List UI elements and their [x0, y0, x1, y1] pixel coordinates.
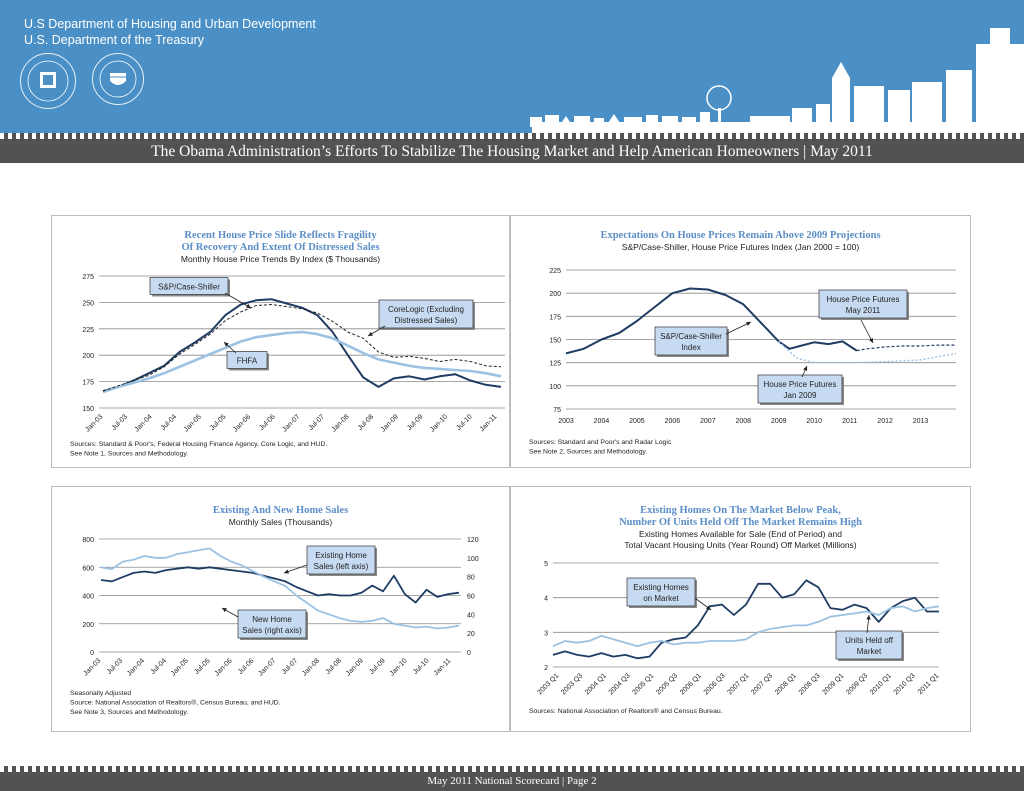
series-line-dark [101, 567, 459, 602]
footer-dash-pattern [0, 766, 1024, 772]
chart-home-sales [52, 487, 509, 731]
x-tick-label: Jul-09 [406, 413, 425, 432]
x-tick-label: Jan-10 [388, 657, 409, 678]
chart-title: Recent House Price Slide Reflects Fragility [184, 230, 377, 241]
y-axis-tick-label: 275 [82, 274, 94, 281]
y-axis-tick-label: 125 [549, 360, 561, 368]
x-tick-label: 2010 Q3 [892, 672, 917, 697]
x-tick-label: 2009 Q3 [845, 672, 870, 697]
x-tick-label: 2010 [806, 418, 822, 425]
agency-hud: U.S Department of Housing and Urban Development [24, 17, 316, 31]
y-axis-left-tick-label: 400 [82, 593, 94, 601]
x-tick-label: Jul-06 [258, 413, 277, 432]
callout-new-sales-label: New Home [252, 615, 292, 624]
x-tick-label: Jan-08 [301, 657, 322, 678]
page-title: The Obama Administration’s Efforts To Stabilize The Housing Market and Help American Homeowners | May 2011 [151, 143, 873, 160]
x-tick-label: Jan-11 [432, 657, 453, 678]
x-tick-label: 2008 Q3 [797, 672, 822, 697]
series-line-light [103, 332, 501, 392]
chart-panel-house-price-trends [51, 215, 510, 468]
y-axis-tick-label: 150 [82, 406, 94, 413]
chart-panel-price-expectations [510, 215, 971, 468]
x-tick-label: 2010 Q1 [868, 672, 893, 697]
y-axis-tick-label: 175 [82, 379, 94, 387]
chart-title: Existing And New Home Sales [212, 505, 349, 516]
callout-units-held-off-arrowhead [866, 615, 870, 620]
y-axis-tick-label: 200 [549, 291, 561, 299]
y-axis-right-tick-label: 100 [467, 555, 479, 563]
callout-existing-homes-label: on Market [643, 594, 679, 603]
y-axis-tick-label: 225 [82, 326, 94, 334]
x-tick-label: Jul-10 [455, 413, 474, 432]
callout-new-sales-label: Sales (right axis) [242, 626, 302, 635]
y-axis-tick-label: 175 [549, 314, 561, 322]
x-tick-label: Jan-07 [257, 657, 278, 678]
x-tick-label: Jan-11 [478, 413, 499, 434]
y-axis-tick-label: 150 [549, 337, 561, 345]
x-tick-label: 2006 [664, 418, 681, 425]
callout-corelogic-label: Distressed Sales) [394, 316, 458, 325]
x-tick-label: Jan-03 [82, 657, 103, 678]
x-tick-label: Jan-04 [126, 657, 147, 678]
x-tick-label: Jul-05 [209, 413, 228, 432]
x-tick-label: 2011 Q1 [916, 672, 941, 697]
x-tick-label: 2011 [842, 418, 858, 425]
y-axis-tick-label: 2 [544, 665, 548, 672]
callout-corelogic-label: CoreLogic (Excluding [387, 305, 465, 314]
callout-units-held-off-label: Market [856, 647, 882, 656]
x-tick-label: 2004 Q1 [583, 672, 608, 697]
callout-existing-homes-label: Existing Homes [633, 583, 689, 592]
callout-futures-2009-label: House Price Futures [763, 380, 837, 389]
x-tick-label: 2003 [558, 418, 574, 425]
callout-futures-2011-label: May 2011 [845, 306, 881, 315]
y-axis-tick-label: 75 [553, 407, 561, 414]
title-bar-dash-pattern [0, 133, 1024, 139]
x-tick-label: Jul-04 [149, 657, 169, 676]
y-axis-tick-label: 100 [549, 383, 561, 391]
x-tick-label: Jan-09 [379, 413, 400, 434]
y-axis-right-tick-label: 120 [467, 537, 479, 544]
x-tick-label: 2009 Q1 [821, 672, 846, 697]
x-tick-label: 2003 Q1 [536, 672, 561, 697]
y-axis-tick-label: 200 [82, 353, 94, 361]
callout-existing-sales-arrowhead [284, 569, 289, 573]
hud-seal-icon [20, 53, 76, 109]
x-tick-label: 2004 [593, 418, 610, 425]
chart-source-note: Sources: Standard & Poor's, Federal Housing Finance Agency, Core Logic, and HUD. [70, 441, 328, 448]
y-axis-right-tick-label: 0 [467, 650, 471, 657]
footer-text: May 2011 National Scorecard | Page 2 [427, 775, 597, 787]
y-axis-tick-label: 3 [544, 630, 548, 638]
title-bar [0, 133, 1024, 163]
chart-source-note: Seasonally Adjusted [70, 690, 132, 697]
series-line-dashed-dark [857, 345, 956, 351]
callout-units-held-off-label: Units Held off [845, 636, 893, 645]
x-tick-label: 2004 Q3 [607, 672, 632, 697]
x-tick-label: Jul-08 [324, 657, 344, 676]
x-tick-label: 2005 [629, 418, 645, 425]
chart-title: Expectations On House Prices Remain Above 2009 Projections [600, 230, 881, 241]
chart-house-price-trends [52, 216, 509, 467]
x-tick-label: Jul-09 [368, 657, 387, 676]
chart-panel-home-sales [51, 486, 510, 732]
chart-panel-homes-on-market [510, 486, 971, 732]
x-tick-label: Jul-08 [356, 413, 376, 432]
chart-source-note: Sources: Standard and Poor's and Radar Logic [529, 439, 672, 446]
y-axis-left-tick-label: 600 [82, 565, 94, 573]
chart-homes-on-market [511, 487, 970, 731]
y-axis-left-tick-label: 800 [82, 537, 94, 544]
y-axis-right-tick-label: 20 [467, 631, 475, 639]
y-axis-left-tick-label: 200 [82, 621, 94, 629]
callout-case-shiller-index-label: S&P/Case-Shiller [660, 332, 722, 341]
x-tick-label: 2005 Q1 [631, 672, 656, 697]
x-tick-label: 2006 Q3 [702, 672, 727, 697]
callout-case-shiller-index-label: Index [681, 343, 701, 352]
x-tick-label: Jan-08 [330, 413, 351, 434]
x-tick-label: Jan-06 [232, 413, 253, 434]
x-tick-label: Jul-07 [280, 657, 300, 676]
x-tick-label: 2008 [735, 418, 752, 425]
agency-treasury: U.S. Department of the Treasury [24, 33, 204, 47]
x-tick-label: Jan-09 [344, 657, 365, 678]
chart-source-note: See Note 2, Sources and Methodology. [529, 448, 648, 456]
y-axis-right-tick-label: 40 [467, 612, 475, 620]
x-tick-label: 2007 Q3 [750, 672, 775, 697]
treasury-seal-icon [92, 53, 144, 105]
x-tick-label: Jan-04 [133, 413, 154, 434]
chart-title: Existing Homes On The Market Below Peak, [640, 505, 841, 516]
x-tick-label: Jan-03 [84, 413, 105, 434]
x-tick-label: 2007 [700, 418, 716, 425]
y-axis-left-tick-label: 0 [90, 650, 94, 657]
city-skyline-icon [520, 20, 1024, 137]
chart-subtitle: Total Vacant Housing Units (Year Round) Off Market (Millions) [624, 540, 857, 550]
y-axis-tick-label: 4 [544, 595, 548, 603]
x-tick-label: Jan-05 [182, 413, 203, 434]
x-tick-label: Jan-05 [169, 657, 190, 678]
y-axis-tick-label: 5 [544, 561, 548, 568]
x-tick-label: Jan-07 [281, 413, 302, 434]
chart-source-note: See Note 3, Sources and Methodology. [70, 709, 189, 716]
chart-title: Of Recovery And Extent Of Distressed Sales [181, 242, 380, 253]
x-tick-label: 2005 Q3 [655, 672, 680, 697]
chart-subtitle: S&P/Case-Shiller, House Price Futures Index (Jan 2000 = 100) [621, 242, 860, 252]
y-axis-right-tick-label: 60 [467, 593, 475, 601]
chart-source-note: Sources: National Association of Realtors® and Census Bureau. [529, 708, 723, 715]
chart-subtitle: Existing Homes Available for Sale (End of Period) and [638, 529, 843, 539]
callout-existing-sales-label: Existing Home [315, 551, 367, 560]
x-tick-label: 2007 Q1 [726, 672, 751, 697]
y-axis-right-tick-label: 80 [467, 574, 475, 582]
page-footer [0, 766, 1024, 791]
chart-subtitle: Monthly House Price Trends By Index ($ Thousands) [180, 254, 381, 264]
x-tick-label: Jul-03 [105, 657, 125, 676]
x-tick-label: Jul-03 [110, 413, 130, 432]
chart-price-expectations [511, 216, 970, 467]
callout-existing-sales-label: Sales (left axis) [313, 562, 369, 571]
callout-futures-2009-label: Jan 2009 [783, 391, 817, 400]
callout-fhfa-label: FHFA [236, 356, 258, 366]
y-axis-tick-label: 250 [82, 300, 94, 308]
x-tick-label: 2013 [912, 418, 929, 425]
x-tick-label: 2012 [877, 418, 893, 425]
x-tick-label: Jul-07 [307, 413, 327, 432]
callout-futures-2011-label: House Price Futures [826, 295, 900, 304]
x-tick-label: Jul-05 [193, 657, 212, 676]
x-tick-label: Jan-06 [213, 657, 234, 678]
chart-source-note: Source: National Association of Realtors®, Census Bureau, and HUD. [70, 699, 281, 707]
y-axis-tick-label: 225 [549, 268, 561, 275]
x-tick-label: Jul-06 [237, 657, 256, 676]
x-tick-label: 2006 Q1 [678, 672, 703, 697]
x-tick-label: Jan-10 [429, 413, 450, 434]
callout-case-shiller-label: S&P/Case-Shiller [158, 282, 220, 292]
x-tick-label: 2009 [770, 418, 787, 425]
chart-subtitle: Monthly Sales (Thousands) [228, 517, 333, 527]
x-tick-label: Jul-10 [412, 657, 431, 676]
chart-title: Number Of Units Held Off The Market Remains High [619, 517, 862, 528]
x-tick-label: Jul-04 [159, 413, 179, 432]
x-tick-label: 2008 Q1 [773, 672, 798, 697]
page-header [0, 0, 1024, 137]
x-tick-label: 2003 Q3 [560, 672, 585, 697]
chart-source-note: See Note 1, Sources and Methodology. [70, 450, 189, 458]
